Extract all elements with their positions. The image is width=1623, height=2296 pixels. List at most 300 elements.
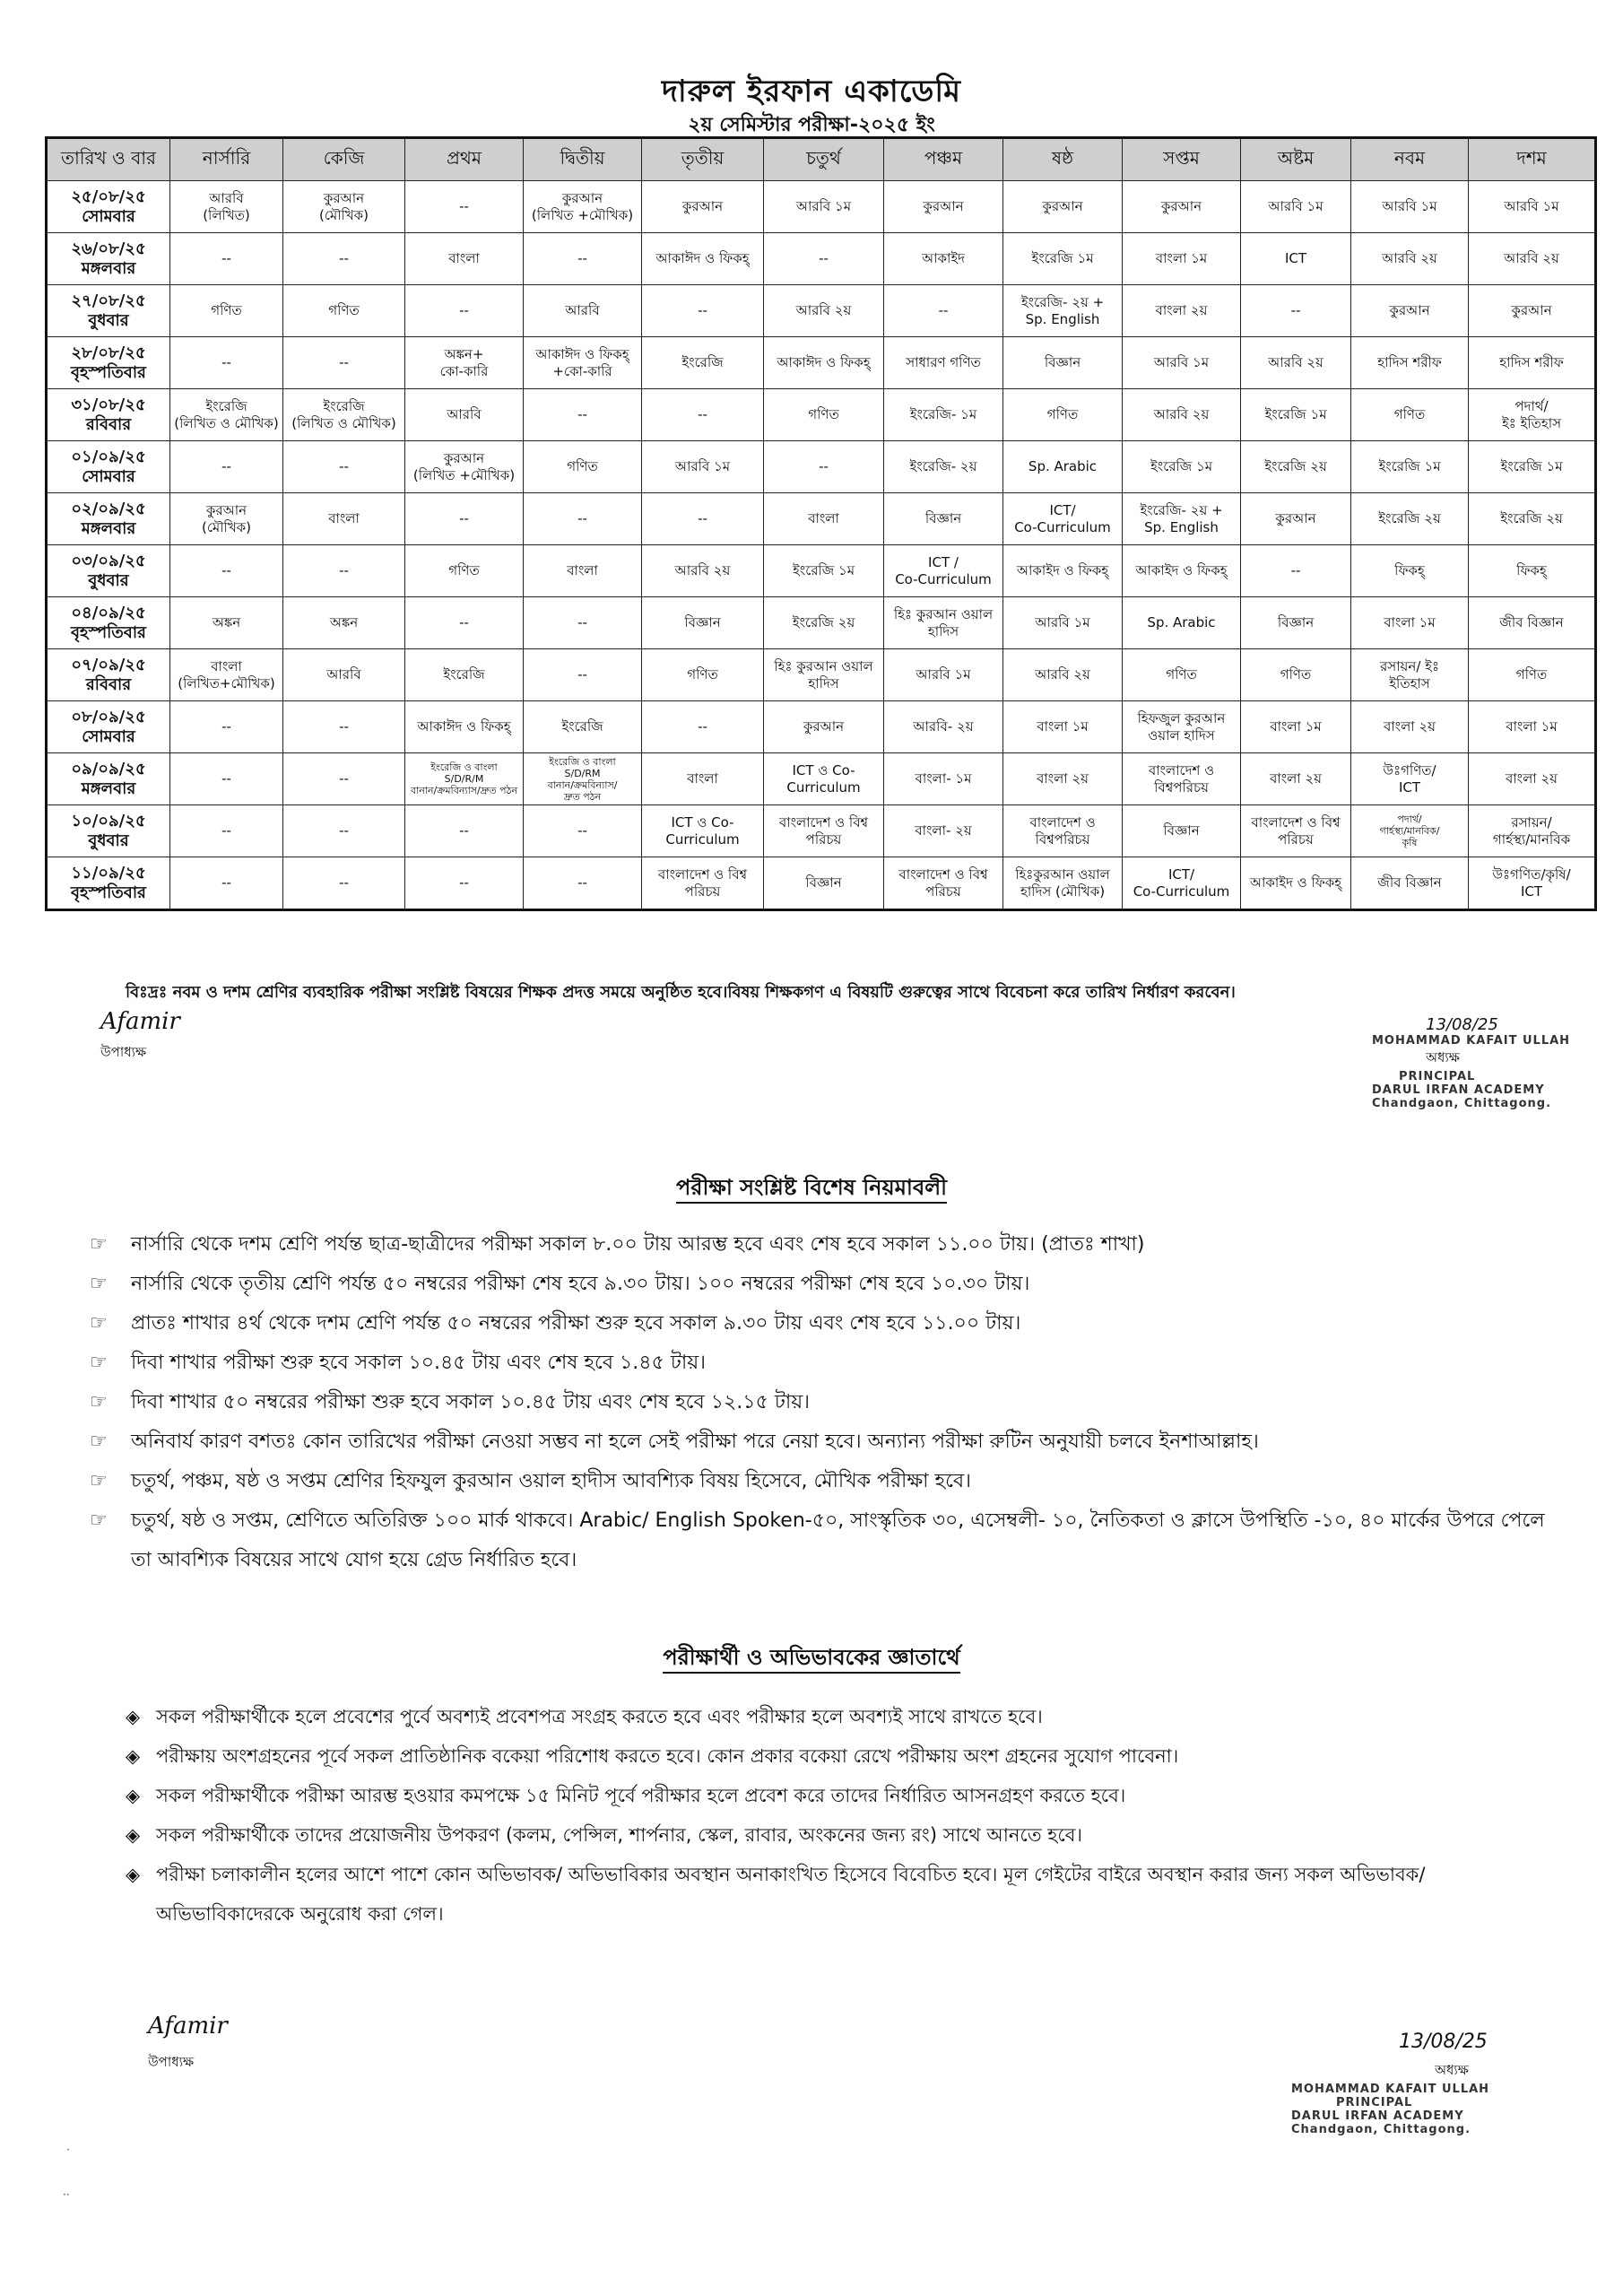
column-header: তৃতীয়	[642, 138, 764, 181]
subject-text: কুরআন	[443, 449, 485, 466]
subject-text: বাংলাদেশ ও বিশ্ব	[898, 865, 988, 883]
subject-text: --	[459, 198, 469, 214]
subject-cell	[1351, 753, 1469, 805]
hand-pointer-icon: ☞	[90, 1273, 108, 1295]
subject-text: আরবি ২য়	[1268, 354, 1324, 370]
subject-text: Sp. English	[1144, 518, 1219, 535]
subject-text: হিঃ কুরআন ওয়াল	[893, 605, 994, 622]
subject-text: --	[577, 822, 587, 839]
subject-cell	[1123, 181, 1241, 233]
subject-cell	[405, 233, 524, 285]
subject-cell	[642, 805, 764, 857]
subject-cell	[524, 545, 642, 597]
date-day-cell	[47, 493, 170, 545]
subject-text: গণিত	[1393, 406, 1426, 422]
column-header: ষষ্ঠ	[1003, 138, 1123, 181]
subject-text: সাধারণ গণিত	[906, 354, 981, 370]
subject-text: আকাঈদ ও ফিকহ্	[777, 354, 871, 370]
subject-cell	[524, 493, 642, 545]
subject-cell	[405, 805, 524, 857]
subject-text: আকাইদ	[921, 250, 966, 266]
exam-date: ০৩/০৯/২৫	[71, 551, 146, 570]
subject-text: গণিত	[448, 562, 480, 578]
exam-day: মঙ্গলবার	[81, 778, 136, 798]
subject-cell	[1241, 389, 1351, 441]
hand-pointer-icon: ☞	[90, 1312, 108, 1335]
subject-cell	[283, 597, 405, 649]
subject-cell	[1123, 233, 1241, 285]
subject-text: দ্রুত পঠন	[563, 790, 602, 803]
subject-cell	[1003, 545, 1123, 597]
rule-item	[90, 1462, 1560, 1501]
rule-item	[90, 1383, 1560, 1422]
rule-item	[90, 1501, 1560, 1580]
subject-cell	[642, 233, 764, 285]
subject-cell	[884, 545, 1003, 597]
subject-text: আরবি ১ম	[795, 198, 852, 214]
subject-text: গণিত	[1166, 666, 1197, 683]
subject-text: বিজ্ঞান	[684, 614, 721, 631]
subject-cell	[1241, 233, 1351, 285]
subject-cell	[405, 753, 524, 805]
subject-cell	[642, 857, 764, 910]
column-header: নার্সারি	[170, 138, 283, 181]
subject-text: (মৌখিক)	[318, 206, 369, 223]
exam-day: বৃহস্পতিবার	[71, 883, 146, 902]
subject-cell	[1003, 285, 1123, 337]
subject-text: বাংলা	[567, 562, 598, 578]
subject-text: ICT ও Co-	[671, 813, 734, 831]
subject-cell	[1351, 805, 1469, 857]
subject-cell	[524, 337, 642, 389]
subject-text: --	[819, 458, 829, 474]
subject-text: বাংলাদেশ ও বিশ্ব	[778, 813, 869, 831]
subject-cell	[1469, 285, 1596, 337]
subject-cell	[1469, 389, 1596, 441]
subject-text: হিঃকুরআন ওয়াল	[1015, 865, 1110, 883]
subject-text: গণিত	[211, 302, 242, 318]
subject-text: --	[339, 562, 349, 578]
subject-cell	[524, 805, 642, 857]
subject-cell	[1241, 805, 1351, 857]
subject-text: গণিত	[1280, 666, 1312, 683]
subject-text: --	[221, 562, 231, 578]
subject-text: আরবি ১ম	[1153, 354, 1210, 370]
subject-text: আরবি ২য়	[674, 562, 731, 578]
subject-text: ওয়াল হাদিস	[1148, 726, 1215, 744]
subject-text: গণিত	[1046, 406, 1079, 422]
subject-text: --	[459, 302, 469, 318]
subject-cell	[283, 493, 405, 545]
hand-pointer-icon: ☞	[90, 1233, 108, 1256]
subject-text: আরবি ১ম	[1268, 198, 1324, 214]
subject-text: বাংলা ২য়	[1155, 302, 1208, 318]
table-row	[47, 441, 1596, 493]
subject-cell	[1003, 649, 1123, 701]
subject-cell	[764, 493, 884, 545]
rules-heading	[0, 1171, 1623, 1207]
diamond-bullet-icon: ◈	[126, 1864, 141, 1885]
date-day-cell	[47, 285, 170, 337]
subject-text: ICT	[1520, 883, 1543, 900]
subject-cell	[170, 181, 283, 233]
diamond-bullet-icon: ◈	[126, 1785, 141, 1806]
exam-day: সোমবার	[82, 466, 135, 486]
hand-pointer-icon: ☞	[90, 1352, 108, 1374]
subject-cell	[764, 441, 884, 493]
subject-text: বাংলা	[808, 510, 839, 526]
subject-cell	[1241, 337, 1351, 389]
subject-text: গণিত	[328, 302, 360, 318]
subject-cell	[1351, 181, 1469, 233]
subject-cell	[1241, 493, 1351, 545]
subject-cell	[1123, 389, 1241, 441]
subject-cell	[764, 285, 884, 337]
subject-text: আরবি	[326, 666, 361, 683]
subject-cell	[1003, 857, 1123, 910]
subject-text: উঃগণিত/কৃষি/	[1492, 865, 1571, 883]
subject-text: পরিচয়	[805, 831, 842, 848]
subject-cell	[1123, 337, 1241, 389]
table-row	[47, 545, 1596, 597]
subject-cell	[764, 753, 884, 805]
subject-cell	[1123, 701, 1241, 753]
subject-text: --	[698, 406, 707, 422]
exam-date: ০২/০৯/২৫	[71, 499, 146, 518]
subject-text: --	[577, 874, 587, 891]
subject-text: ইংরেজি ২য়	[792, 614, 855, 631]
date-day-cell	[47, 805, 170, 857]
subject-cell	[1241, 701, 1351, 753]
subject-text: আকাঈদ ও ফিকহ্	[535, 345, 629, 362]
subject-text: বাংলা ১ম	[1270, 718, 1322, 735]
rule-item	[90, 1265, 1560, 1304]
subject-cell	[524, 857, 642, 910]
vice-principal-scrawl: Afamir	[100, 1008, 180, 1035]
subject-text: --	[339, 770, 349, 787]
subject-text: বাংলাদেশ ও বিশ্ব	[657, 865, 748, 883]
subject-cell	[1469, 597, 1596, 649]
subject-text: ইংরেজি	[561, 718, 603, 735]
subject-text: বাংলা ২য়	[1383, 718, 1436, 735]
vice-principal-signature-bottom	[148, 2013, 228, 2074]
subject-cell	[1123, 441, 1241, 493]
subject-text: পরিচয়	[925, 883, 961, 900]
subject-text: --	[339, 874, 349, 891]
subject-cell	[1241, 441, 1351, 493]
subject-cell	[764, 857, 884, 910]
subject-text: বাংলা ১ম	[1155, 250, 1208, 266]
subject-cell	[170, 233, 283, 285]
rule-text: প্রাতঃ শাখার ৪র্থ থেকে দশম শ্রেণি পর্যন্ত ৫০ নম্বরের পরীক্ষা শুরু হবে সকাল ৯.৩০ টায় এবং শেষ হবে ১১.০০ টায়।	[131, 1312, 1021, 1335]
subject-text: --	[339, 354, 349, 370]
subject-text: বাংলাদেশ ও বিশ্ব	[1251, 813, 1341, 831]
subject-text: আরবি	[565, 302, 600, 318]
table-row	[47, 389, 1596, 441]
subject-text: পরিচয়	[684, 883, 721, 900]
info-text: সকল পরীক্ষার্থীকে পরীক্ষা আরম্ভ হওয়ার কমপক্ষে ১৫ মিনিট পূর্বে পরীক্ষার হলে প্রবেশ করে তাদের নির্ধারিত আসনগ্রহণ করতে হবে।	[156, 1785, 1126, 1806]
subject-text: ইংরেজি ১ম	[1150, 458, 1213, 474]
subject-cell	[642, 441, 764, 493]
subject-cell	[1123, 285, 1241, 337]
subject-text: অঙ্কন	[329, 614, 359, 631]
subject-text: --	[577, 614, 587, 631]
subject-text: বিজ্ঞান	[1163, 822, 1200, 839]
date-day-cell	[47, 701, 170, 753]
principal-date: 13/08/25	[1399, 2031, 1488, 2053]
exam-day: মঙ্গলবার	[81, 258, 136, 278]
subject-cell	[884, 441, 1003, 493]
hand-pointer-icon: ☞	[90, 1470, 108, 1492]
subject-text: হাদিস শরীফ	[1377, 354, 1442, 370]
subject-text: ইংরেজি ২য়	[1264, 458, 1327, 474]
vice-principal-signature-top	[100, 1008, 180, 1065]
table-row	[47, 649, 1596, 701]
subject-text: --	[1290, 562, 1301, 578]
subject-cell	[170, 597, 283, 649]
subject-text: ইংরেজি- ১ম	[909, 406, 977, 422]
subject-text: কুরআন	[681, 198, 724, 214]
subject-cell	[1241, 857, 1351, 910]
subject-text: হাদিস	[808, 674, 839, 691]
subject-cell	[1003, 181, 1123, 233]
subject-text: কুরআন	[323, 189, 365, 206]
subject-text: Curriculum	[786, 778, 861, 796]
subject-cell	[405, 337, 524, 389]
subject-cell	[764, 337, 884, 389]
subject-text: --	[221, 770, 231, 787]
table-row	[47, 597, 1596, 649]
subject-cell	[1241, 181, 1351, 233]
exam-date: ২৬/০৮/২৫	[71, 239, 146, 258]
info-heading	[0, 1641, 1623, 1677]
principal-signature-bottom	[1291, 2031, 1489, 2136]
subject-text: Co-Curriculum	[1133, 883, 1230, 900]
subject-cell	[405, 493, 524, 545]
subject-text: ICT/	[1167, 865, 1195, 883]
subject-text: --	[221, 718, 231, 735]
exam-day: মঙ্গলবার	[81, 518, 136, 538]
subject-text: Sp. English	[1025, 310, 1100, 327]
subject-cell	[1003, 441, 1123, 493]
subject-cell	[1003, 753, 1123, 805]
subject-text: বিজ্ঞান	[924, 510, 962, 526]
subject-cell	[642, 493, 764, 545]
exam-date: ০৮/০৯/২৫	[71, 707, 146, 726]
subject-text: (মৌখিক)	[201, 518, 252, 535]
rule-item	[90, 1344, 1560, 1383]
subject-cell	[1351, 545, 1469, 597]
date-day-cell	[47, 441, 170, 493]
subject-text: ইংরেজি ১ম	[1378, 458, 1441, 474]
subject-text: বানান/ক্রমবিন্যাস/দ্রুত পঠন	[410, 785, 518, 796]
subject-cell	[524, 389, 642, 441]
subject-text: আরবি ২য়	[1035, 666, 1090, 683]
subject-text: পদার্থ/	[1515, 397, 1549, 414]
subject-text: ICT /	[928, 553, 959, 570]
principal-signature-top	[1372, 1015, 1570, 1110]
subject-text: (লিখিত ও মৌখিক)	[291, 414, 396, 431]
subject-cell	[642, 753, 764, 805]
subject-text: --	[698, 718, 707, 735]
subject-cell	[1123, 597, 1241, 649]
subject-text: --	[339, 822, 349, 839]
exam-date: ২৮/০৮/২৫	[71, 343, 146, 362]
subject-text: বাংলা ২য়	[1036, 770, 1089, 787]
subject-cell	[764, 181, 884, 233]
subject-text: কুরআন	[1275, 510, 1316, 526]
subject-text: কুরআন	[803, 718, 845, 735]
subject-cell	[405, 285, 524, 337]
subject-text: বাংলা ২য়	[1269, 770, 1323, 787]
diamond-bullet-icon: ◈	[126, 1706, 141, 1727]
exam-date: ১১/০৯/২৫	[71, 863, 146, 883]
subject-text: হিঃ কুরআন ওয়াল	[774, 657, 873, 674]
subject-text: --	[577, 250, 587, 266]
subject-text: ইংরেজি ২য়	[1378, 510, 1441, 526]
subject-cell	[170, 649, 283, 701]
subject-text: --	[577, 510, 587, 526]
date-day-cell	[47, 597, 170, 649]
subject-cell	[524, 285, 642, 337]
subject-cell	[170, 753, 283, 805]
subject-text: জীব বিজ্ঞান	[1377, 874, 1442, 891]
subject-cell	[1241, 545, 1351, 597]
vice-principal-scrawl: Afamir	[148, 2013, 228, 2039]
subject-text: কুরআন	[561, 189, 603, 206]
info-item	[126, 1776, 1560, 1815]
subject-cell	[1351, 441, 1469, 493]
subject-cell	[1123, 493, 1241, 545]
subject-text: বাংলা- ২য়	[915, 822, 972, 839]
subject-text: ফিকহ্	[1516, 562, 1547, 578]
subject-text: ফিকহ্	[1394, 562, 1425, 578]
subject-text: বিশ্বপরিচয়	[1154, 778, 1209, 796]
subject-text: হিফজুল কুরআন	[1137, 709, 1226, 726]
subject-cell	[170, 285, 283, 337]
info-item	[126, 1736, 1560, 1776]
info-text: সকল পরীক্ষার্থীকে হলে প্রবেশের পুর্বে অবশ্যই প্রবেশপত্র সংগ্রহ করতে হবে এবং পরীক্ষার হলে অবশ্যই সাথে রাখতে হবে।	[156, 1706, 1043, 1727]
subject-cell	[1003, 805, 1123, 857]
subject-cell	[1351, 285, 1469, 337]
subject-cell	[524, 233, 642, 285]
subject-cell	[405, 545, 524, 597]
subject-cell	[283, 181, 405, 233]
subject-text: --	[819, 250, 829, 266]
subject-cell	[642, 285, 764, 337]
subject-text: রসায়ন/ ইঃ	[1380, 657, 1439, 674]
subject-text: কুরআন	[1389, 302, 1430, 318]
subject-cell	[1469, 181, 1596, 233]
rule-text: দিবা শাখার ৫০ নম্বরের পরীক্ষা শুরু হবে সকাল ১০.৪৫ টায় এবং শেষ হবে ১২.১৫ টায়।	[131, 1391, 811, 1413]
subject-text: পদার্থ/	[1397, 813, 1422, 825]
table-row	[47, 337, 1596, 389]
info-item	[126, 1815, 1560, 1855]
subject-text: বাংলা	[211, 657, 242, 674]
table-row	[47, 285, 1596, 337]
subject-cell	[283, 285, 405, 337]
exam-day: রবিবার	[85, 414, 132, 434]
subject-cell	[170, 857, 283, 910]
subject-text: (লিখিত ও মৌখিক)	[174, 414, 279, 431]
subject-cell	[524, 441, 642, 493]
subject-cell	[764, 545, 884, 597]
subject-cell	[1241, 649, 1351, 701]
subject-text: --	[221, 458, 231, 474]
subject-cell	[884, 493, 1003, 545]
principal-stamp-org: DARUL IRFAN ACADEMY	[1291, 2109, 1464, 2123]
subject-text: হাদিস	[927, 622, 959, 639]
subject-text: --	[339, 718, 349, 735]
subject-text: +কো-কারি	[552, 362, 612, 379]
subject-text: ICT	[1398, 778, 1421, 796]
subject-text: ইংরেজি ২য়	[1500, 510, 1563, 526]
subject-text: --	[698, 302, 707, 318]
subject-text: --	[339, 458, 349, 474]
subject-cell	[884, 649, 1003, 701]
subject-text: ICT/	[1049, 501, 1076, 518]
subject-cell	[1351, 389, 1469, 441]
subject-text: ইংরেজি- ২য় +	[1020, 293, 1105, 310]
subject-text: আরবি ১ম	[916, 666, 971, 683]
exam-date: ১০/০৯/২৫	[71, 811, 146, 831]
institution-name: দারুল ইরফান একাডেমি	[661, 74, 961, 109]
subject-text: ইংরেজি	[205, 397, 247, 414]
subject-cell	[170, 441, 283, 493]
date-day-cell	[47, 337, 170, 389]
subject-text: --	[938, 302, 949, 318]
subject-text: --	[1290, 302, 1301, 318]
exam-day: সোমবার	[82, 206, 135, 226]
subject-text: --	[221, 822, 231, 839]
subject-text: বিজ্ঞান	[1277, 614, 1315, 631]
subject-text: --	[221, 874, 231, 891]
subject-text: আকাঈদ ও ফিকহ্	[417, 718, 511, 735]
column-header: দশম	[1469, 138, 1596, 181]
date-day-cell	[47, 181, 170, 233]
subject-cell	[283, 649, 405, 701]
subject-text: আরবি ২য়	[1382, 250, 1437, 266]
subject-text: বাংলাদেশ ও	[1029, 813, 1096, 831]
subject-text: গণিত	[567, 458, 598, 474]
subject-text: Curriculum	[665, 831, 740, 848]
table-row	[47, 493, 1596, 545]
subject-text: আকাইদ ও ফিকহ্	[1016, 562, 1109, 578]
exam-day: সোমবার	[82, 726, 135, 746]
subject-text: ইংরেজি ১ম	[1264, 406, 1327, 422]
date-day-cell	[47, 649, 170, 701]
subject-text: গার্হস্থ্য/মানবিক/	[1379, 825, 1440, 837]
subject-cell	[283, 389, 405, 441]
subject-cell	[170, 493, 283, 545]
subject-text: ইংরেজি ও বাংলা	[430, 761, 498, 773]
subject-cell	[283, 233, 405, 285]
subject-cell	[1469, 805, 1596, 857]
subject-cell	[642, 389, 764, 441]
subject-text: আকাইদ ও ফিকহ্	[1135, 562, 1228, 578]
info-text: সকল পরীক্ষার্থীকে তাদের প্রয়োজনীয় উপকরণ (কলম, পেন্সিল, শার্পনার, স্কেল, রাবার, অংকনের জন্য রং) সাথে আনতে হবে।	[156, 1824, 1082, 1846]
subject-cell	[884, 753, 1003, 805]
date-day-cell	[47, 857, 170, 910]
subject-cell	[524, 649, 642, 701]
table-row	[47, 701, 1596, 753]
subject-text: ইংরেজি ১ম	[1031, 250, 1094, 266]
subject-text: আরবি ২য়	[1153, 406, 1210, 422]
subject-cell	[283, 701, 405, 753]
subject-text: ইঃ ইতিহাস	[1501, 414, 1562, 431]
subject-cell	[405, 857, 524, 910]
subject-cell	[1003, 701, 1123, 753]
